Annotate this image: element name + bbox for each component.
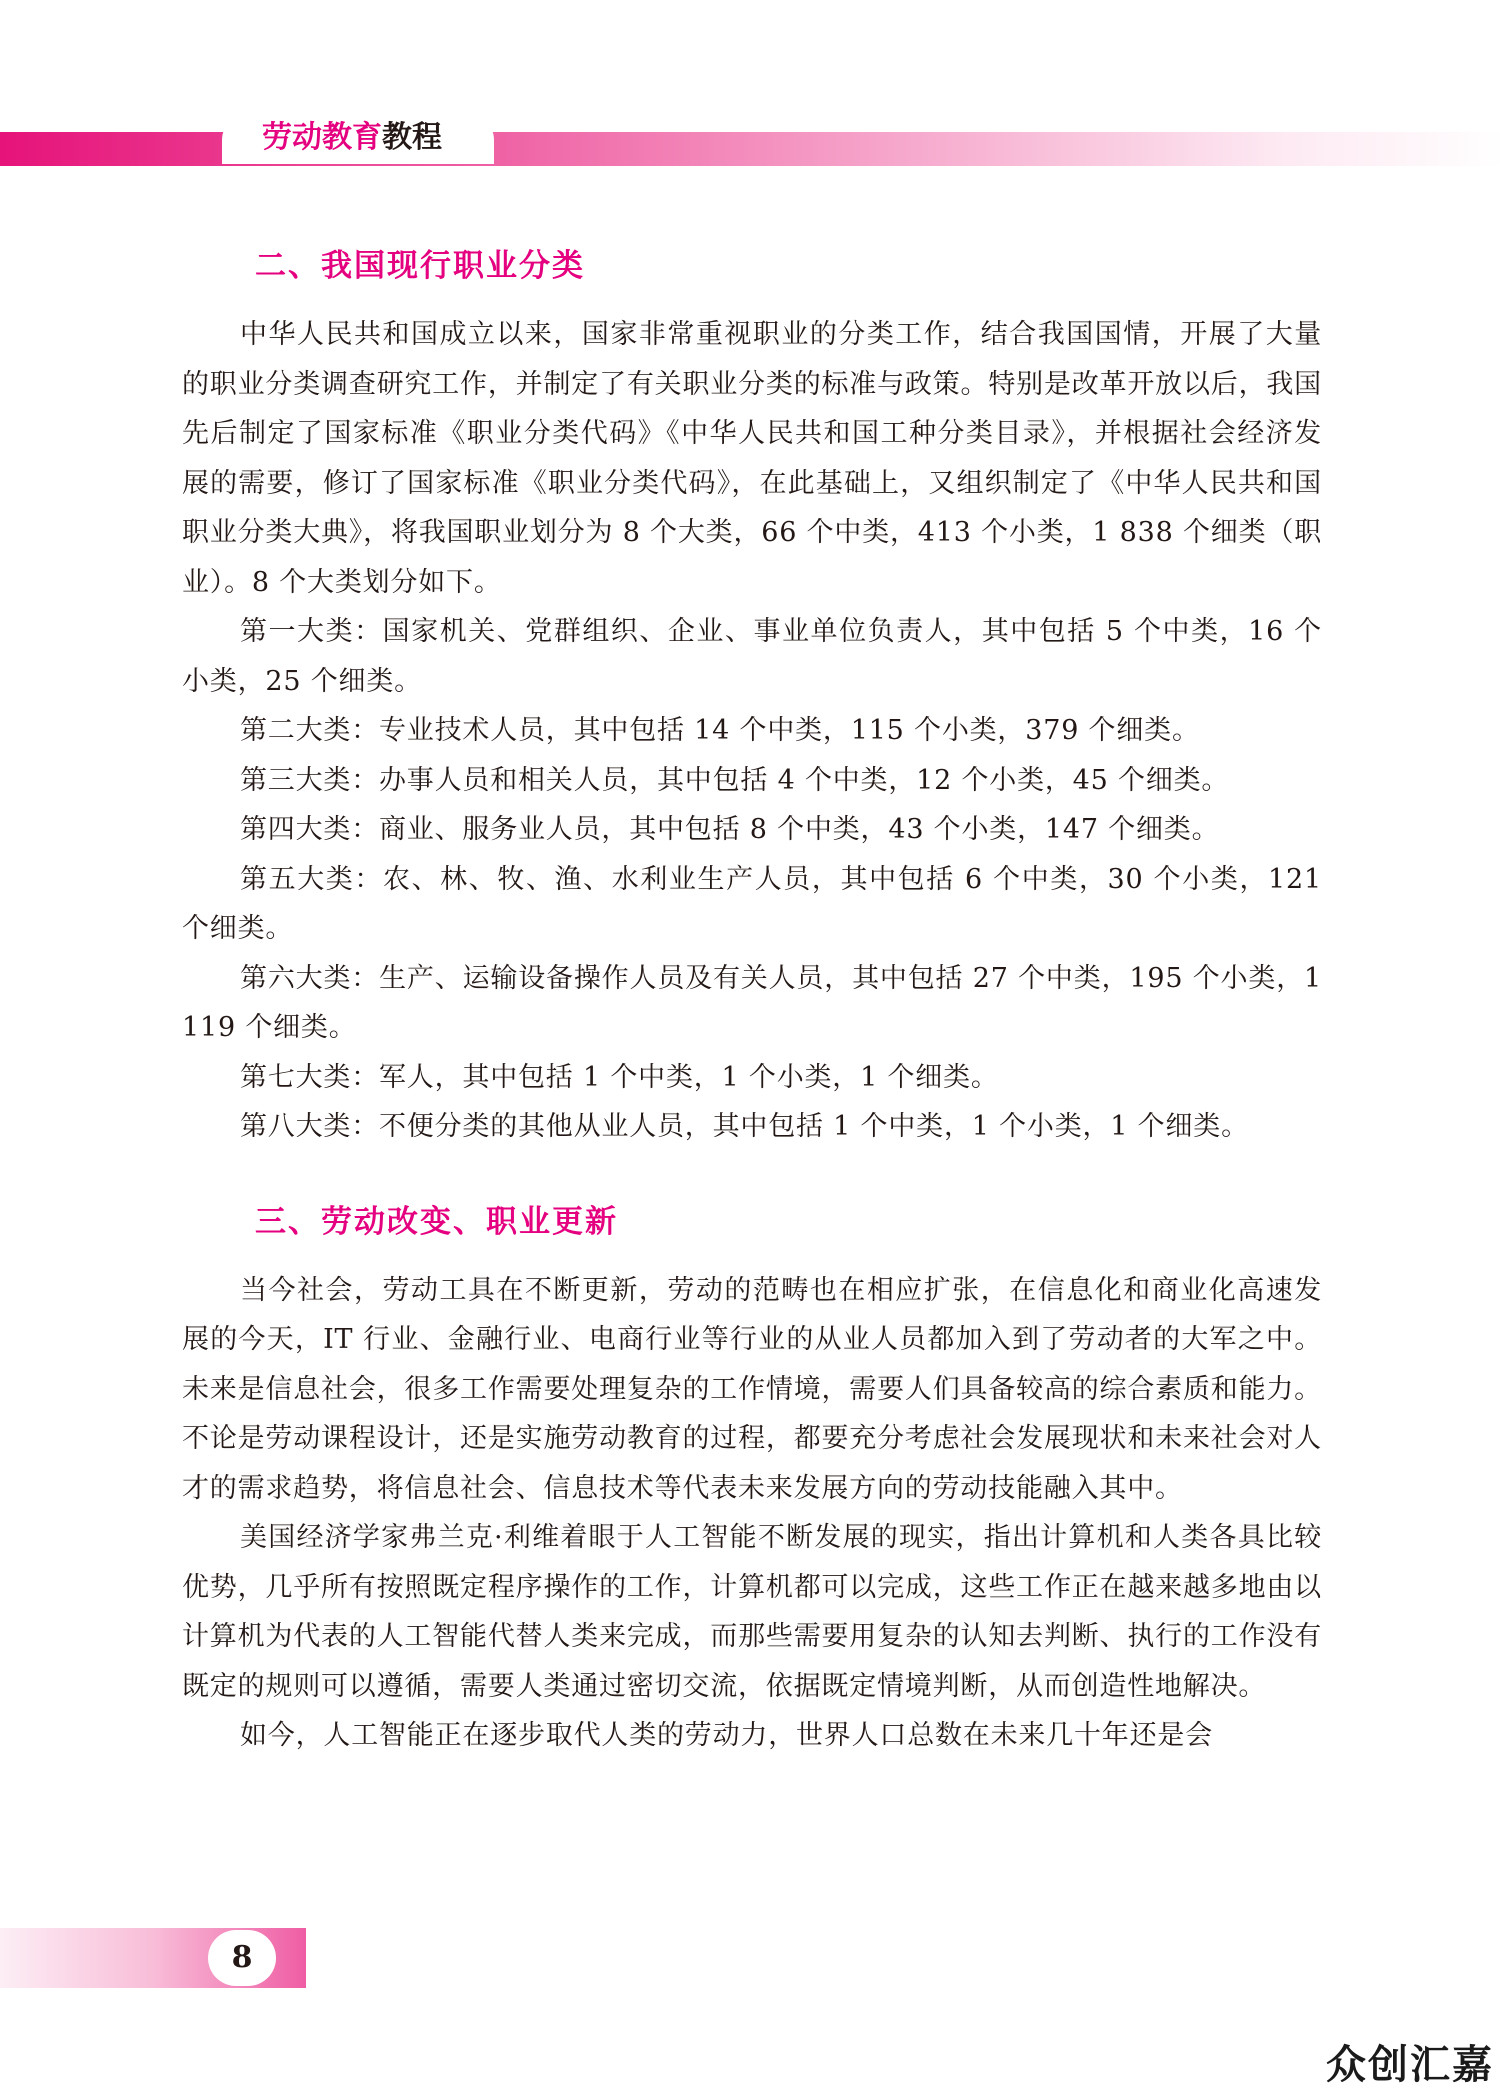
paragraph: 第六大类：生产、运输设备操作人员及有关人员，其中包括 27 个中类，195 个小类，1 119 个细类。	[182, 962, 1322, 1043]
section-heading-labor-change: 三、劳动改变、职业更新	[255, 1203, 618, 1240]
paragraph: 第二大类：专业技术人员，其中包括 14 个中类，115 个小类，379 个细类。	[240, 715, 1200, 746]
paragraph: 当今社会，劳动工具在不断更新，劳动的范畴也在相应扩张，在信息化和商业化高速发展的今天，IT 行业、金融行业、电商行业等行业的从业人员都加入到了劳动者的大军之中。未来是信息社会，很多工作需要处理复杂的工作情境，需要人们具备较高的综合素质和能力。不论是劳动课程设计，还是实施劳动教育的过程，都要充分考虑社会发展现状和未来社会对人才的需求趋势，将信息社会、信息技术等代表未来发展方向的劳动技能融入其中。	[182, 1274, 1322, 1504]
section-spacer	[182, 1152, 1322, 1192]
paragraph: 第四大类：商业、服务业人员，其中包括 8 个中类，43 个小类，147 个细类。	[240, 814, 1220, 845]
watermark-logo: 众创汇嘉	[1326, 2042, 1494, 2088]
paragraph: 中华人民共和国成立以来，国家非常重视职业的分类工作，结合我国国情，开展了大量的职业分类调查研究工作，并制定了有关职业分类的标准与政策。特别是改革开放以后，我国先后制定了国家标准《职业分类代码》《中华人民共和国工种分类目录》，并根据社会经济发展的需要，修订了国家标准《职业分类代码》，在此基础上，又组织制定了《中华人民共和国职业分类大典》，将我国职业划分为 8 个大类，66 个中类，413 个小类，1 838 个细类（职业）。8 个大类划分如下。	[182, 319, 1322, 598]
paragraph: 第一大类：国家机关、党群组织、企业、事业单位负责人，其中包括 5 个中类，16 个小类，25 个细类。	[182, 616, 1322, 697]
paragraph: 美国经济学家弗兰克·利维着眼于人工智能不断发展的现实，指出计算机和人类各具比较优势，几乎所有按照既定程序操作的工作，计算机都可以完成，这些工作正在越来越多地由以计算机为代表的人工智能代替人类来完成，而那些需要用复杂的认知去判断、执行的工作没有既定的规则可以遵循，需要人类通过密切交流，依据既定情境判断，从而创造性地解决。	[182, 1522, 1322, 1702]
section-heading-occupations: 二、我国现行职业分类	[255, 248, 585, 284]
page-content	[182, 236, 1322, 1761]
paragraph: 第八大类：不便分类的其他从业人员，其中包括 1 个中类，1 个小类，1 个细类。	[240, 1111, 1249, 1142]
paragraph: 如今，人工智能正在逐步取代人类的劳动力，世界人口总数在未来几十年还是会	[240, 1720, 1213, 1751]
book-title	[262, 116, 442, 160]
page-number: 8	[231, 1940, 253, 1975]
paragraph: 第五大类：农、林、牧、渔、水利业生产人员，其中包括 6 个中类，30 个小类，121 个细类。	[182, 863, 1322, 944]
book-title-rest: 教程	[382, 120, 442, 155]
paragraph: 第三大类：办事人员和相关人员，其中包括 4 个中类，12 个小类，45 个细类。	[240, 764, 1230, 796]
book-title-accent: 劳动教育	[262, 120, 382, 155]
paragraph: 第七大类：军人，其中包括 1 个中类，1 个小类，1 个细类。	[240, 1061, 999, 1093]
